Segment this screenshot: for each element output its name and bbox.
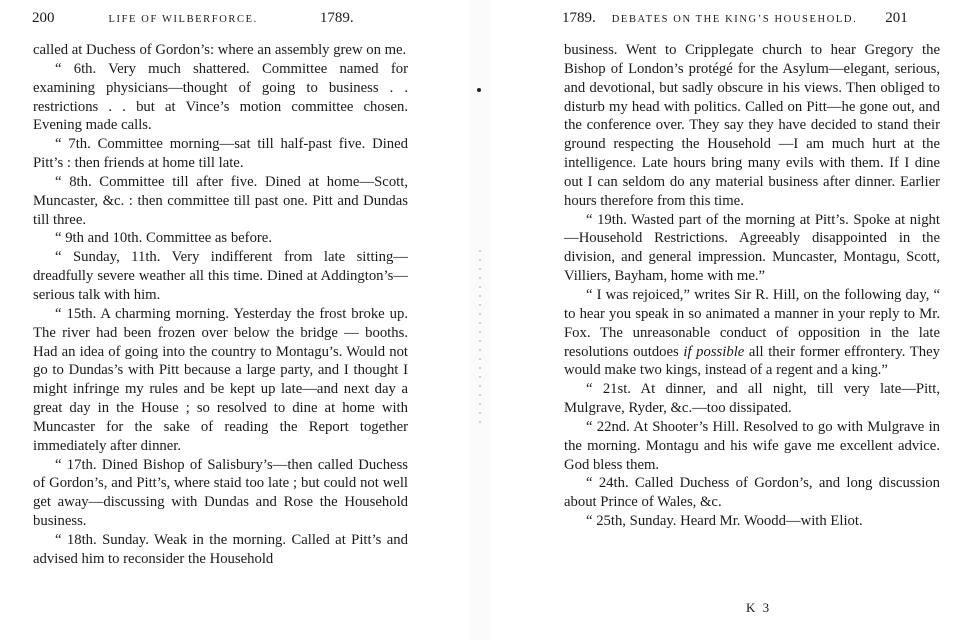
paragraph: “ 18th. Sunday. Weak in the morning. Called at Pitt’s and advised him to reconsider the Household: [33, 531, 408, 567]
paragraph: “ 17th. Dined Bishop of Salisbury’s—then called Duchess of Gordon’s, and Pitt’s, where staid too late ; but could not well get away—discussing with Dundas and Rose the Household business.: [33, 456, 408, 530]
right-body-text: [564, 41, 940, 531]
right-running-year: 1789.: [562, 10, 596, 26]
hill-letter-paragraph: [564, 286, 940, 380]
paragraph: “ Sunday, 11th. Very indifferent from late sitting—dreadfully severe weather all this time. Dined at Addington’s—serious talk with him.: [33, 249, 408, 303]
left-page: [0, 0, 470, 640]
right-running-head: [562, 10, 962, 34]
paragraph: “ 25th, Sunday. Heard Mr. Woodd—with Eliot.: [586, 513, 863, 530]
paragraph: “ 8th. Committee till after five. Dined at home—Scott, Muncaster, &c. : then committee till past one. Pitt and Dundas till three.: [33, 173, 408, 228]
quote-text: “ I was rejoiced,” writes Sir R. Hill, on the following day, “ to hear you speak in so animated a manner in your reply to Mr. Fox. The unreasonable conduct of opposition in the late resolutions outdoes: [564, 286, 940, 360]
left-running-title: LIFE OF WILBERFORCE.: [108, 14, 258, 25]
gutter-shadow: [479, 250, 481, 430]
paragraph: “ 19th. Wasted part of the morning at Pitt’s. Spoke at night—Household Restrictions. Agreeably disappointed in the division, and general impression. Muncaster, Montagu, Scott, Villiers, Bayham, home with me.”: [564, 211, 940, 285]
paragraph: called at Duchess of Gordon’s: where an assembly grew on me.: [33, 42, 407, 58]
paragraph: “ 22nd. At Shooter’s Hill. Resolved to go with Mulgrave in the morning. Montagu and his wife gave me excellent advice. God bless them.: [564, 418, 940, 473]
left-running-head: [32, 10, 420, 34]
paragraph: “ 15th. A charming morning. Yesterday the frost broke up. The river had been frozen over below the bridge — booths. Had an idea of going into the country to Montagu’s. Would not go to Dundas’s with Pitt because a large party, and I thought I might infringe my rules and be kept up late—and next day a great day in the House ; so resolved to dine at home with Muncaster for the sake of reading the Report together immediately after dinner.: [33, 305, 408, 454]
paragraph: “ 6th. Very much shattered. Committee named for examining physicians—thought of going to business . . restrictions . . but at Vince’s motion committee chosen. Evening made calls.: [33, 60, 408, 134]
gutter-speck: [477, 88, 481, 92]
book-gutter: [470, 0, 490, 640]
left-body-text: [33, 41, 408, 569]
paragraph: “ 21st. At dinner, and all night, till very late—Pitt, Mulgrave, Ryder, &c.—too dissipated.: [564, 381, 940, 417]
right-page-number: 201: [885, 10, 908, 26]
left-page-number: 200: [32, 10, 55, 26]
paragraph: business. Went to Cripplegate church to hear Gregory the Bishop of London’s protégé for the Asylum—elegant, serious, and devotional, but sadly obscure in his views. Then obliged to disturb my head with politics. Called on Pitt—he gone out, and the conference over. They say they have decided to stand their ground respecting the Household —I am much hurt at the intelligence. Late hours bring many evils with them. If I dine out I can seldom do any material business after dinner. Earlier hours therefore from this time.: [564, 42, 940, 209]
right-page: [490, 0, 980, 640]
signature-mark: K 3: [746, 600, 772, 615]
right-running-title: DEBATES ON THE KING’S HOUSEHOLD.: [611, 14, 858, 25]
paragraph: “ 24th. Called Duchess of Gordon’s, and long discussion about Prince of Wales, &c.: [564, 475, 940, 511]
paragraph: “ 7th. Committee morning—sat till half-past five. Dined Pitt’s : then friends at home till late.: [33, 136, 408, 172]
left-running-year: 1789.: [319, 10, 354, 26]
paragraph: “ 9th and 10th. Committee as before.: [55, 230, 272, 247]
quote-text: all their former effrontery. They would make two kings, instead of a regent and a king.”: [564, 343, 940, 379]
italic-emphasis: if possible: [683, 343, 745, 360]
